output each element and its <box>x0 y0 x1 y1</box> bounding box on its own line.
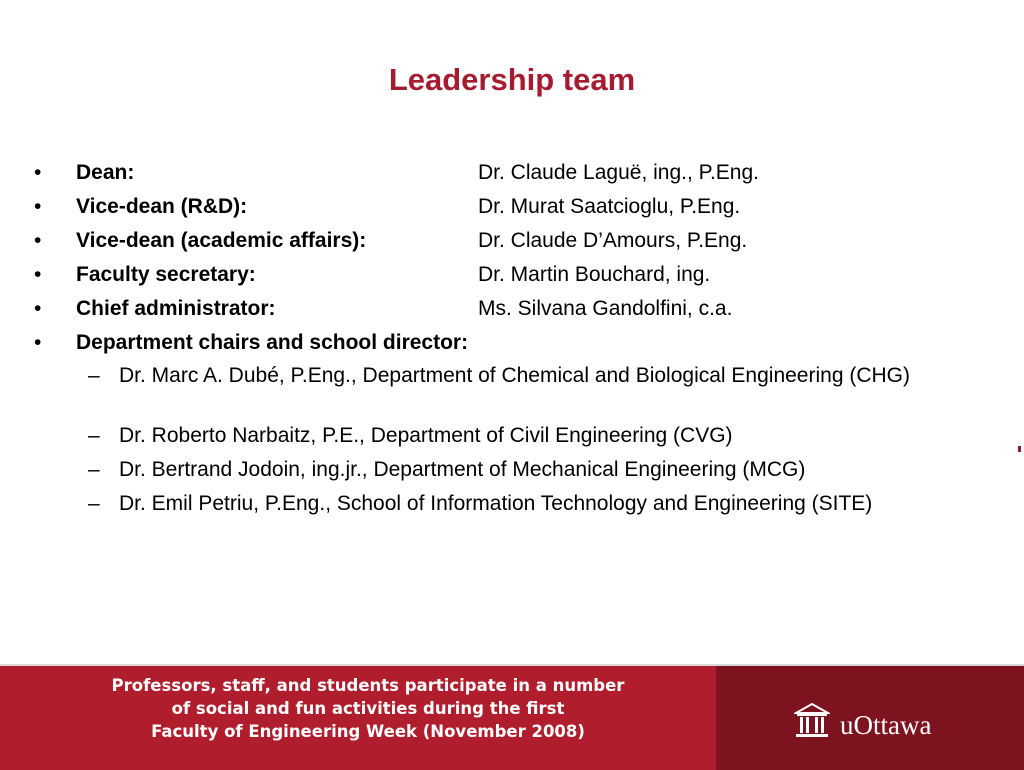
dash-icon: – <box>88 492 100 515</box>
uottawa-building-icon <box>794 702 830 740</box>
bullet-icon: • <box>34 331 42 354</box>
chair-entry: Dr. Bertrand Jodoin, ing.jr., Department of Mechanical Engineering (MCG) <box>119 458 806 481</box>
person-name: Dr. Claude Laguë, ing., P.Eng. <box>478 161 759 184</box>
bullet-icon: • <box>34 161 42 184</box>
role-label: Vice-dean (R&D): <box>76 195 248 218</box>
logo-wordmark: uOttawa <box>840 710 932 740</box>
footer-banner <box>0 664 1024 770</box>
person-name: Dr. Murat Saatcioglu, P.Eng. <box>478 195 741 218</box>
person-name: Dr. Martin Bouchard, ing. <box>478 263 711 286</box>
role-label: Vice-dean (academic affairs): <box>76 229 367 252</box>
role-label: Faculty secretary: <box>76 263 256 286</box>
chair-entry: Dr. Roberto Narbaitz, P.E., Department of Civil Engineering (CVG) <box>119 424 733 447</box>
footer-line: of social and fun activities during the first <box>171 699 565 718</box>
bullet-icon: • <box>34 229 42 252</box>
decorative-mark <box>1018 446 1021 452</box>
logo-panel <box>716 666 1024 770</box>
dash-icon: – <box>88 458 100 481</box>
person-name: Ms. Silvana Gandolfini, c.a. <box>478 297 733 320</box>
bullet-icon: • <box>34 297 42 320</box>
dash-icon: – <box>88 364 100 387</box>
chairs-heading: Department chairs and school director: <box>76 331 469 354</box>
role-label: Dean: <box>76 161 135 184</box>
footer-line: Faculty of Engineering Week (November 2008) <box>151 722 585 741</box>
footer-line: Professors, staff, and students participate in a number <box>111 676 625 695</box>
bullet-icon: • <box>34 195 42 218</box>
bullet-icon: • <box>34 263 42 286</box>
slide-title: Leadership team <box>388 62 636 97</box>
dash-icon: – <box>88 424 100 447</box>
chair-entry: Dr. Emil Petriu, P.Eng., School of Information Technology and Engineering (SITE) <box>119 492 873 515</box>
role-label: Chief administrator: <box>76 297 276 320</box>
chair-entry: Dr. Marc A. Dubé, P.Eng., Department of Chemical and Biological Engineering (CHG) <box>119 364 910 387</box>
footer-caption <box>0 674 736 743</box>
person-name: Dr. Claude D’Amours, P.Eng. <box>478 229 748 252</box>
